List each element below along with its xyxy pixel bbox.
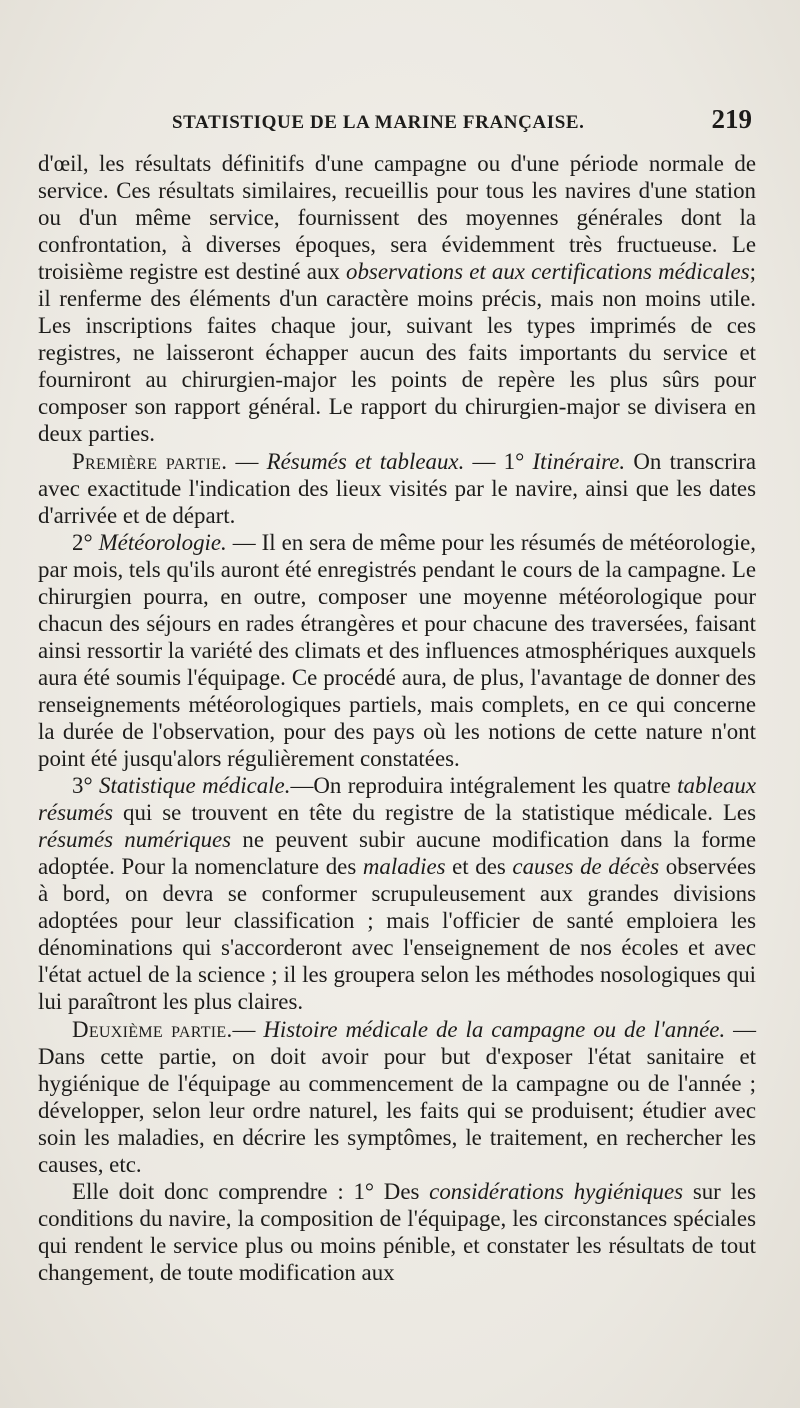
deuxieme-partie-italic: Histoire médicale de la campagne ou de l'année. [263,1016,726,1042]
statistique-italic-2: tableaux résumés [38,773,756,826]
deuxieme-partie-dash: — [232,1016,264,1042]
premiere-partie-heading: Première partie. [72,448,228,474]
statistique-text-1: —On reproduira intégralement les quatre [290,773,678,799]
statistique-text-3: ne peuvent subir aucune modification dans la forme adoptée. Pour la nomenclature des [38,827,757,880]
paragraph-premiere-partie [38,448,756,529]
premiere-partie-text: On transcrira avec exactitude l'indication des lieux visités par le navire, ainsi que les dates d'arrivée et de départ. [38,448,756,528]
premiere-partie-dash-1: — [227,448,267,474]
meteorologie-text: — Il en sera de même pour les résumés de météorologie, par mois, tels qu'ils auront été enregistrés pendant le cours de la campagne. Le chirurgien pourra, en outre, composer une moyenne météorologique pour chacun des séjours en rades étrangères et pour chacune des traversées, faisant ainsi ressortir la variété des climats et des influences atmosphériques auxquels aura été soumis l'équipage. Ce procédé aura, de plus, l'avantage de donner des renseignements météorologiques partiels, mais complets, en ce qui concerne la durée de l'observation, pour des pays où les notions de cette nature n'ont point été jusqu'alors régulièrement constatées. [38,529,756,772]
page-body [38,150,756,1286]
statistique-italic-4: maladies [362,854,446,880]
statistique-text-end: observées à bord, on devra se conformer scrupuleusement aux grandes divisions adoptées pour leur classification ; mais l'officier de santé emploiera les dénominations qui s'accorderont avec l'enseignement de nos écoles et avec l'état actuel de la science ; il les groupera selon les méthodes nosologiques qui lui paraîtront les plus claires. [38,854,757,1015]
paragraph-1 [38,150,756,448]
running-title: STATISTIQUE DE LA MARINE FRANÇAISE. [172,112,585,133]
statistique-text-2: qui se trouvent en tête du registre de la statistique médicale. Les [113,800,756,826]
paragraph-1-italic: observations et aux certifications médicales [346,259,750,285]
considerations-start: Elle doit donc comprendre : 1° Des [72,1178,430,1204]
meteorologie-heading: Météorologie. [98,529,227,555]
page-header [172,104,752,144]
premiere-partie-italic-1: Résumés et tableaux. [266,448,465,474]
statistique-text-4: et des [445,854,513,880]
paragraph-deuxieme-partie [38,1016,756,1178]
meteorologie-number: 2° [72,529,99,555]
statistique-italic-5: causes de décès [512,854,660,880]
statistique-italic-3: résumés numériques [38,827,232,853]
paragraph-meteorologie [38,529,756,772]
statistique-heading: Statistique médicale. [99,773,291,799]
statistique-number: 3° [72,773,100,799]
premiere-partie-italic-2: Itinéraire. [532,448,626,474]
considerations-text: sur les conditions du navire, la composition de l'équipage, les circonstances spéciales qui rendent le service plus ou moins pénible, et constater les résultats de tout changement, de toute modification aux [38,1178,756,1285]
considerations-italic: considérations hygiéniques [429,1178,684,1204]
paragraph-1-text: d'œil, les résultats définitifs d'une campagne ou d'une période normale de service. Ces résultats similaires, recueillis pour tous les navires d'une station ou d'un même service, fournissent des moyennes générales dont la confrontation, à diverses époques, sera évidemment très fructueuse. Le troisième registre est destiné aux [38,151,756,285]
page-number: 219 [711,104,752,134]
paragraph-1-end: ; il renferme des éléments d'un caractère moins précis, mais non moins utile. Les inscriptions faites chaque jour, suivant les types imprimés de ces registres, ne laisseront échapper aucun des faits importants du service et fourniront au chirurgien-major les points de repère les plus sûrs pour composer son rapport général. Le rapport du chirurgien-major se divisera en deux parties. [38,259,756,447]
deuxieme-partie-heading: Deuxième partie. [72,1016,233,1042]
premiere-partie-dash-2: — 1° [464,448,533,474]
paragraph-considerations [38,1178,756,1286]
deuxieme-partie-text: — Dans cette partie, on doit avoir pour but d'exposer l'état sanitaire et hygiénique de l'équipage au commencement de la campagne ou de l'année ; développer, selon leur ordre naturel, les faits qui se produisent; étudier avec soin les maladies, en décrire les symptômes, le traitement, en rechercher les causes, etc. [38,1016,756,1177]
paragraph-statistique-medicale [38,772,756,1015]
